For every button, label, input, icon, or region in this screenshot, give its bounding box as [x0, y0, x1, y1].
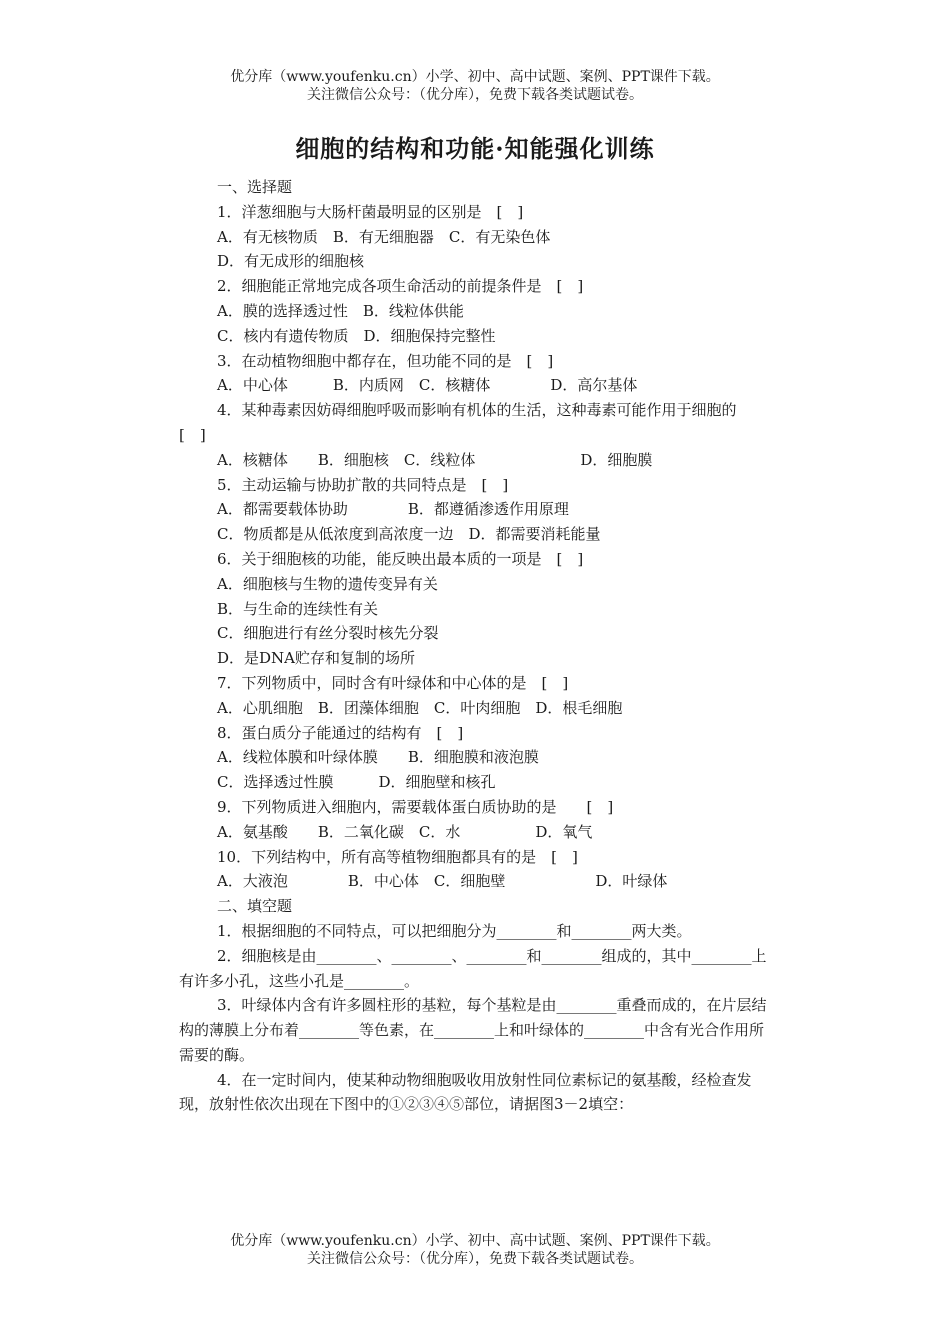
choice-line: D．有无成形的细胞核 [217, 252, 365, 271]
fill-question-1: 1．根据细胞的不同特点，可以把细胞分为________和________两大类。 [217, 921, 692, 940]
question-4: 4．某种毒素因妨碍细胞呼吸而影响有机体的生活，这种毒素可能作用于细胞的 [ ] [179, 401, 752, 444]
choice-line: A．细胞核与生物的遗传变异有关 [217, 574, 438, 593]
fill-question-2: 2．细胞核是由________、________、________和________组成的，其中________上有许多小孔，这些小孔是________。 [179, 946, 767, 990]
header-line-1: 优分库（www.youfenku.cn）小学、初中、高中试题、案例、PPT课件下载。 [230, 69, 720, 85]
choice-line: 7．下列物质中，同时含有叶绿体和中心体的是 [ ] [217, 673, 569, 692]
choice-line: 10．下列结构中，所有高等植物细胞都具有的是 [ ] [217, 847, 578, 866]
page-header [0, 68, 950, 104]
footer-line-2: 关注微信公众号：（优分库），免费下载各类试题试卷。 [307, 1251, 643, 1267]
fill-question-4: 4．在一定时间内，使某种动物细胞吸收用放射性同位素标记的氨基酸，经检查发现，放射性依次出现在下图中的①②③④⑤部位，请据图3－2填空： [179, 1070, 752, 1114]
choice-line: C．物质都是从低浓度到高浓度一边 D．都需要消耗能量 [217, 525, 601, 544]
choice-line: 6．关于细胞核的功能，能反映出最本质的一项是 [ ] [217, 549, 584, 568]
footer-line-1: 优分库（www.youfenku.cn）小学、初中、高中试题、案例、PPT课件下载。 [230, 1233, 720, 1249]
fill-question-3: 3．叶绿体内含有许多圆柱形的基粒，每个基粒是由________重叠而成的，在片层结构的薄膜上分布着________等色素，在________上和叶绿体的________中含有光合作用所需要的酶。 [179, 996, 767, 1064]
choice-line: 5．主动运输与协助扩散的共同特点是 [ ] [217, 475, 509, 494]
choice-line: A．大液泡 B．中心体 C．细胞壁 D．叶绿体 [217, 872, 668, 891]
document-body [179, 175, 777, 1117]
header-line-2: 关注微信公众号：（优分库），免费下载各类试题试卷。 [307, 87, 643, 103]
choice-line: A．膜的选择透过性 B．线粒体供能 [217, 301, 464, 320]
choice-line: A．线粒体膜和叶绿体膜 B．细胞膜和液泡膜 [217, 748, 539, 767]
choice-line: 1．洋葱细胞与大肠杆菌最明显的区别是 [ ] [217, 202, 524, 221]
section-heading-choice: 一、选择题 [217, 178, 293, 196]
choice-line: C．细胞进行有丝分裂时核先分裂 [217, 624, 439, 643]
page-title: 细胞的结构和功能·知能强化训练 [295, 134, 655, 163]
choice-line: B．与生命的连续性有关 [217, 599, 379, 618]
choice-line: C．选择透过性膜 D．细胞壁和核孔 [217, 773, 496, 792]
choice-line: A．心肌细胞 B．团藻体细胞 C．叶肉细胞 D．根毛细胞 [217, 698, 623, 717]
choice-line: D．是DNA贮存和复制的场所 [217, 649, 416, 668]
page-footer [0, 1232, 950, 1268]
choice-line: A．氨基酸 B．二氧化碳 C．水 D．氧气 [217, 822, 593, 841]
choice-line: A．核糖体 B．细胞核 C．线粒体 D．细胞膜 [217, 450, 653, 469]
choice-line: 2．细胞能正常地完成各项生命活动的前提条件是 [ ] [217, 277, 584, 296]
choice-line: C．核内有遗传物质 D．细胞保持完整性 [217, 326, 496, 345]
section-heading-fill: 二、填空题 [217, 897, 293, 916]
choice-line: 8．蛋白质分子能通过的结构有 [ ] [217, 723, 464, 742]
choice-line: 3．在动植物细胞中都存在，但功能不同的是 [ ] [217, 351, 554, 370]
choice-line: A．都需要载体协助 B．都遵循渗透作用原理 [217, 500, 569, 519]
choice-line: 9．下列物质进入细胞内，需要载体蛋白质协助的是 [ ] [217, 797, 614, 816]
choice-line: A．有无核物质 B．有无细胞器 C．有无染色体 [217, 227, 551, 246]
choice-line: A．中心体 B．内质网 C．核糖体 D．高尔基体 [217, 376, 638, 395]
